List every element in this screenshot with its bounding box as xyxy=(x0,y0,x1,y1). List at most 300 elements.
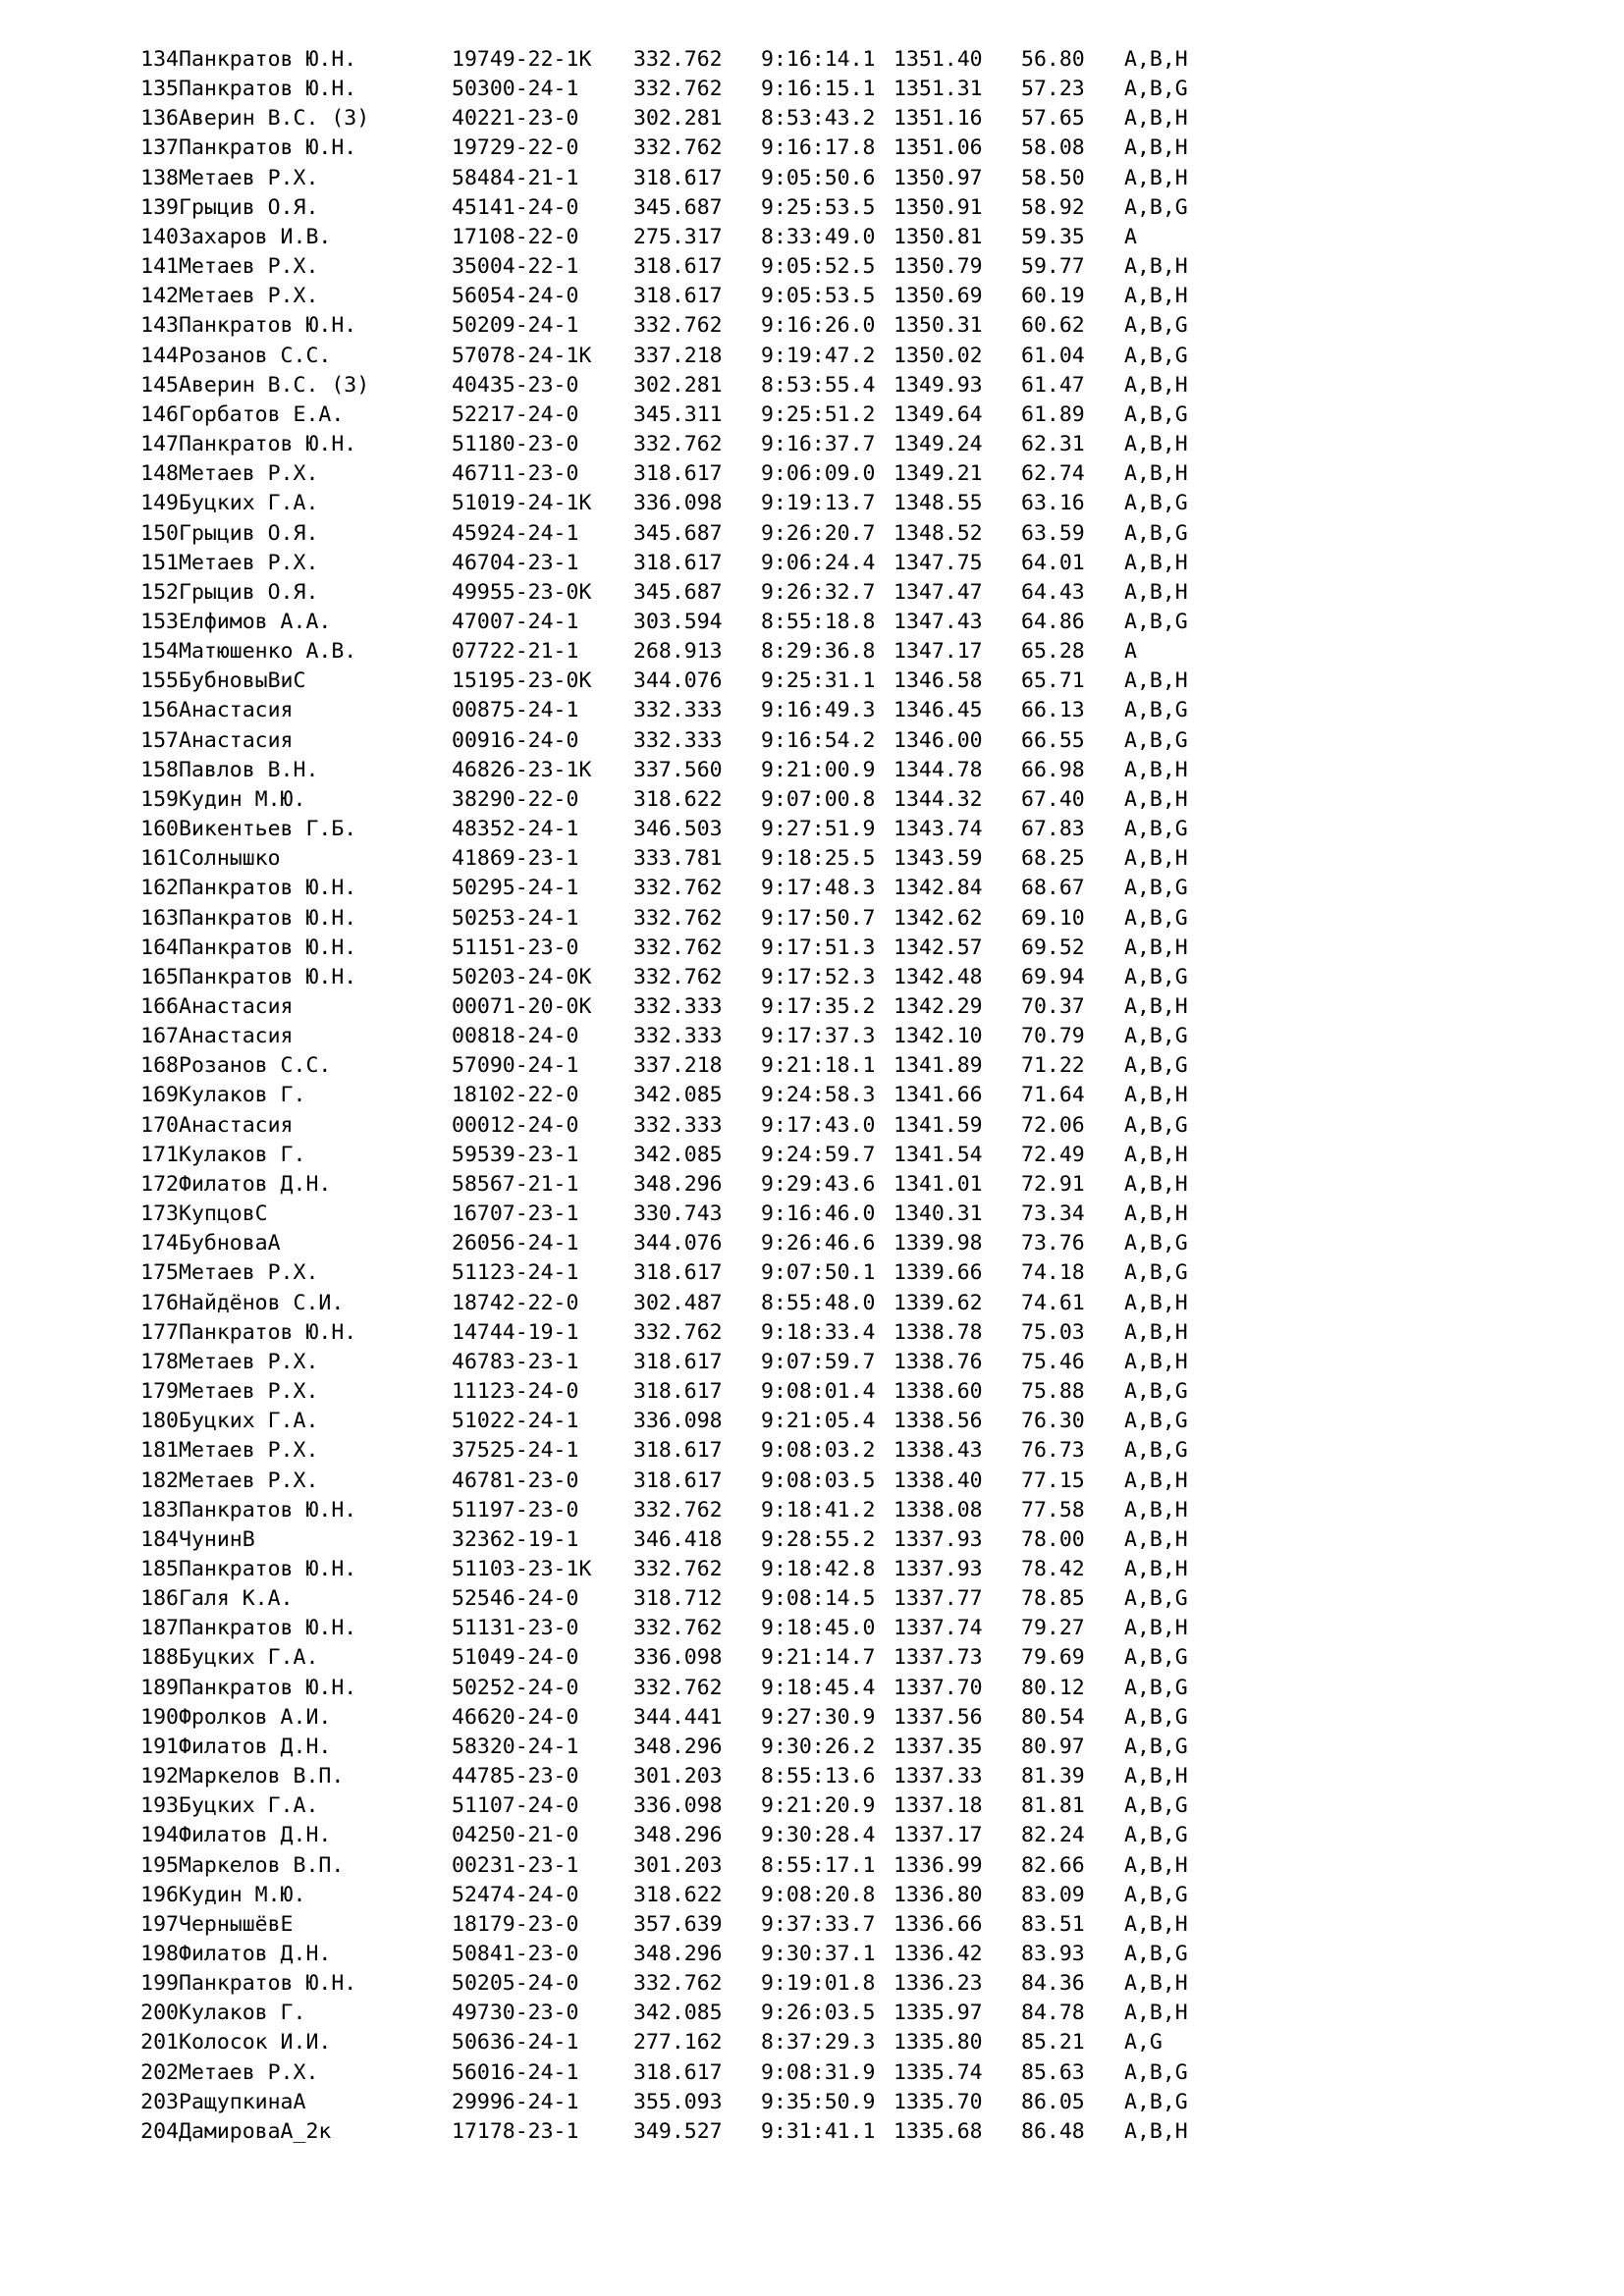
table-row xyxy=(130,519,1232,549)
cell-code: 15195-23-0К xyxy=(452,668,592,694)
cell-flags: А,В,G xyxy=(1124,77,1188,102)
cell-value1: 336.098 xyxy=(633,491,723,516)
cell-code: 46704-23-1 xyxy=(452,550,579,575)
table-row xyxy=(130,1022,1232,1051)
cell-code: 51151-23-0 xyxy=(452,934,579,960)
cell-value3: 58.92 xyxy=(1021,194,1085,220)
cell-value2: 1340.31 xyxy=(893,1201,983,1227)
table-row xyxy=(130,1467,1232,1496)
cell-value1: 318.617 xyxy=(633,550,723,575)
cell-name: ЧернышёвЕ xyxy=(179,1911,294,1937)
cell-flags: А,В,Н xyxy=(1124,1083,1188,1108)
cell-value2: 1337.35 xyxy=(893,1734,983,1759)
cell-time: 9:30:28.4 xyxy=(761,1823,876,1848)
cell-rank: 162 xyxy=(140,876,179,901)
cell-value1: 357.639 xyxy=(633,1911,723,1937)
cell-code: 50841-23-0 xyxy=(452,1942,579,1966)
cell-rank: 177 xyxy=(140,1319,179,1345)
cell-value1: 277.162 xyxy=(633,2030,723,2056)
cell-flags: А,В,Н xyxy=(1124,1201,1188,1227)
cell-value1: 344.076 xyxy=(633,1231,723,1256)
cell-time: 8:37:29.3 xyxy=(761,2030,876,2056)
cell-flags: А,В,Н xyxy=(1124,934,1188,960)
cell-flags: А,В,G xyxy=(1124,1053,1188,1079)
cell-time: 9:17:43.0 xyxy=(761,1112,876,1138)
cell-code: 37525-24-1 xyxy=(452,1438,579,1464)
table-row xyxy=(130,252,1232,282)
cell-time: 9:18:45.0 xyxy=(761,1616,876,1641)
cell-value1: 332.762 xyxy=(633,1319,723,1345)
cell-name: Грыцив О.Я. xyxy=(179,579,319,605)
cell-rank: 199 xyxy=(140,1971,179,1997)
cell-rank: 184 xyxy=(140,1526,179,1552)
cell-value3: 69.52 xyxy=(1021,934,1085,960)
cell-code: 44785-23-0 xyxy=(452,1764,579,1789)
cell-value1: 318.617 xyxy=(633,254,723,280)
table-row xyxy=(130,1081,1232,1110)
cell-value2: 1337.77 xyxy=(893,1586,983,1612)
cell-name: Горбатов Е.А. xyxy=(179,401,345,427)
cell-value2: 1337.93 xyxy=(893,1526,983,1552)
cell-code: 50295-24-1 xyxy=(452,876,579,901)
cell-rank: 175 xyxy=(140,1260,179,1286)
cell-flags: А,В,Н xyxy=(1124,1171,1188,1197)
cell-value2: 1349.93 xyxy=(893,372,983,398)
cell-name: Розанов С.С. xyxy=(179,1053,332,1079)
cell-flags: А,В,Н xyxy=(1124,1556,1188,1581)
cell-flags: А,В,Н xyxy=(1124,254,1188,280)
cell-value3: 82.66 xyxy=(1021,1852,1085,1878)
cell-code: 57078-24-1К xyxy=(452,343,592,368)
cell-value3: 59.35 xyxy=(1021,224,1085,249)
cell-value2: 1351.06 xyxy=(893,135,983,161)
cell-value1: 332.762 xyxy=(633,1616,723,1641)
cell-time: 9:16:14.1 xyxy=(761,47,876,72)
cell-value2: 1337.74 xyxy=(893,1616,983,1641)
cell-time: 9:16:46.0 xyxy=(761,1201,876,1227)
table-row xyxy=(130,400,1232,430)
table-row xyxy=(130,1969,1232,1999)
cell-time: 9:17:50.7 xyxy=(761,905,876,931)
cell-code: 04250-21-0 xyxy=(452,1823,579,1848)
cell-rank: 137 xyxy=(140,135,179,161)
cell-code: 11123-24-0 xyxy=(452,1379,579,1405)
cell-name: Кудин М.Ю. xyxy=(179,1882,306,1907)
cell-name: Панкратов Ю.Н. xyxy=(179,964,357,989)
cell-rank: 198 xyxy=(140,1942,179,1966)
cell-value2: 1335.74 xyxy=(893,2059,983,2085)
cell-time: 9:26:32.7 xyxy=(761,579,876,605)
cell-name: Панкратов Ю.Н. xyxy=(179,1675,357,1700)
cell-value2: 1341.54 xyxy=(893,1142,983,1167)
cell-value2: 1337.70 xyxy=(893,1675,983,1700)
cell-time: 9:21:14.7 xyxy=(761,1645,876,1671)
cell-flags: А,В,G xyxy=(1124,1793,1188,1819)
cell-time: 9:26:03.5 xyxy=(761,2001,876,2026)
cell-name: Панкратов Ю.Н. xyxy=(179,47,357,72)
cell-rank: 139 xyxy=(140,194,179,220)
cell-value1: 332.762 xyxy=(633,1971,723,1997)
cell-value3: 74.61 xyxy=(1021,1290,1085,1315)
cell-flags: А,В,Н xyxy=(1124,47,1188,72)
cell-value2: 1338.60 xyxy=(893,1379,983,1405)
cell-rank: 203 xyxy=(140,2089,179,2114)
cell-value2: 1342.48 xyxy=(893,964,983,989)
cell-time: 9:19:01.8 xyxy=(761,1971,876,1997)
table-row xyxy=(130,282,1232,311)
cell-value2: 1338.78 xyxy=(893,1319,983,1345)
cell-name: Галя К.А. xyxy=(179,1586,294,1612)
table-row xyxy=(130,2088,1232,2117)
cell-code: 00231-23-1 xyxy=(452,1852,579,1878)
cell-code: 58484-21-1 xyxy=(452,165,579,190)
table-row xyxy=(130,963,1232,992)
cell-value1: 318.617 xyxy=(633,165,723,190)
cell-flags: А,В,G xyxy=(1124,905,1188,931)
cell-name: Панкратов Ю.Н. xyxy=(179,135,357,161)
cell-flags: А,В,G xyxy=(1124,1260,1188,1286)
cell-value3: 68.25 xyxy=(1021,846,1085,872)
cell-name: Розанов С.С. xyxy=(179,343,332,368)
table-row xyxy=(130,1407,1232,1436)
cell-rank: 154 xyxy=(140,639,179,665)
cell-value1: 346.418 xyxy=(633,1526,723,1552)
cell-rank: 142 xyxy=(140,284,179,309)
cell-name: Метаев Р.Х. xyxy=(179,1468,319,1493)
table-row xyxy=(130,371,1232,400)
cell-value1: 318.617 xyxy=(633,461,723,487)
cell-name: Буцких Г.А. xyxy=(179,1793,319,1819)
cell-value1: 332.333 xyxy=(633,1024,723,1049)
cell-value2: 1349.21 xyxy=(893,461,983,487)
cell-value3: 72.49 xyxy=(1021,1142,1085,1167)
cell-rank: 147 xyxy=(140,432,179,457)
cell-flags: А xyxy=(1124,224,1137,249)
cell-value3: 80.54 xyxy=(1021,1704,1085,1730)
cell-name: Викентьев Г.Б. xyxy=(179,817,357,842)
cell-code: 26056-24-1 xyxy=(452,1231,579,1256)
cell-value1: 342.085 xyxy=(633,2001,723,2026)
cell-name: Панкратов Ю.Н. xyxy=(179,313,357,339)
cell-time: 8:55:13.6 xyxy=(761,1764,876,1789)
cell-value2: 1350.81 xyxy=(893,224,983,249)
cell-name: Анастасия xyxy=(179,1024,294,1049)
cell-flags: А,В,Н xyxy=(1124,1616,1188,1641)
cell-value3: 85.21 xyxy=(1021,2030,1085,2056)
cell-value3: 79.69 xyxy=(1021,1645,1085,1671)
cell-flags: А,В,G xyxy=(1124,1231,1188,1256)
cell-flags: А,В,G xyxy=(1124,1112,1188,1138)
cell-name: Панкратов Ю.Н. xyxy=(179,1556,357,1581)
cell-code: 35004-22-1 xyxy=(452,254,579,280)
cell-value1: 349.527 xyxy=(633,2118,723,2144)
cell-value2: 1342.57 xyxy=(893,934,983,960)
cell-flags: А,В,G xyxy=(1124,1675,1188,1700)
cell-value3: 62.31 xyxy=(1021,432,1085,457)
cell-flags: А,В,Н xyxy=(1124,372,1188,398)
cell-rank: 141 xyxy=(140,254,179,280)
cell-value3: 73.34 xyxy=(1021,1201,1085,1227)
cell-value3: 61.47 xyxy=(1021,372,1085,398)
cell-code: 52217-24-0 xyxy=(452,401,579,427)
cell-rank: 178 xyxy=(140,1349,179,1374)
cell-rank: 170 xyxy=(140,1112,179,1138)
cell-value2: 1336.23 xyxy=(893,1971,983,1997)
cell-rank: 150 xyxy=(140,520,179,546)
cell-flags: А,В,Н xyxy=(1124,2001,1188,2026)
cell-time: 9:17:35.2 xyxy=(761,994,876,1019)
cell-value1: 318.617 xyxy=(633,1349,723,1374)
table-row xyxy=(130,2117,1232,2147)
cell-value3: 65.28 xyxy=(1021,639,1085,665)
table-row xyxy=(130,1229,1232,1258)
cell-flags: А,В,Н xyxy=(1124,994,1188,1019)
cell-value2: 1338.40 xyxy=(893,1468,983,1493)
cell-value3: 77.58 xyxy=(1021,1497,1085,1522)
cell-rank: 173 xyxy=(140,1201,179,1227)
cell-value3: 57.65 xyxy=(1021,106,1085,132)
cell-value2: 1349.64 xyxy=(893,401,983,427)
cell-rank: 144 xyxy=(140,343,179,368)
cell-value2: 1338.43 xyxy=(893,1438,983,1464)
cell-rank: 180 xyxy=(140,1409,179,1434)
cell-name: Елфимов А.А. xyxy=(179,609,332,634)
table-row xyxy=(130,934,1232,963)
cell-rank: 187 xyxy=(140,1616,179,1641)
cell-flags: А,В,G xyxy=(1124,698,1188,723)
cell-flags: А,В,G xyxy=(1124,2089,1188,2114)
cell-flags: А,В,Н xyxy=(1124,135,1188,161)
cell-name: Солнышко xyxy=(179,846,281,872)
cell-flags: А,В,G xyxy=(1124,1645,1188,1671)
cell-value1: 302.487 xyxy=(633,1290,723,1315)
cell-name: Грыцив О.Я. xyxy=(179,194,319,220)
cell-name: КупцовС xyxy=(179,1201,268,1227)
cell-flags: А,В,Н xyxy=(1124,1497,1188,1522)
table-row xyxy=(130,815,1232,844)
table-row xyxy=(130,1762,1232,1791)
cell-value3: 70.37 xyxy=(1021,994,1085,1019)
cell-value3: 86.05 xyxy=(1021,2089,1085,2114)
cell-time: 8:53:43.2 xyxy=(761,106,876,132)
table-row xyxy=(130,1940,1232,1969)
table-row xyxy=(130,1496,1232,1525)
cell-name: Анастасия xyxy=(179,698,294,723)
table-row xyxy=(130,756,1232,785)
cell-value1: 342.085 xyxy=(633,1083,723,1108)
cell-value1: 301.203 xyxy=(633,1852,723,1878)
cell-value1: 332.762 xyxy=(633,135,723,161)
cell-code: 47007-24-1 xyxy=(452,609,579,634)
cell-code: 46781-23-0 xyxy=(452,1468,579,1493)
cell-rank: 140 xyxy=(140,224,179,249)
cell-rank: 189 xyxy=(140,1675,179,1700)
cell-flags: А,В,G xyxy=(1124,727,1188,753)
table-row xyxy=(130,992,1232,1022)
cell-time: 9:16:26.0 xyxy=(761,313,876,339)
cell-rank: 201 xyxy=(140,2030,179,2056)
cell-value1: 344.441 xyxy=(633,1704,723,1730)
table-row xyxy=(130,578,1232,608)
cell-flags: А,В,Н xyxy=(1124,1971,1188,1997)
cell-code: 52546-24-0 xyxy=(452,1586,579,1612)
cell-value2: 1335.70 xyxy=(893,2089,983,2114)
cell-name: Анастасия xyxy=(179,727,294,753)
cell-time: 9:07:50.1 xyxy=(761,1260,876,1286)
cell-code: 29996-24-1 xyxy=(452,2089,579,2114)
table-row xyxy=(130,1999,1232,2028)
cell-value1: 318.622 xyxy=(633,786,723,812)
cell-flags: А,В,G xyxy=(1124,1882,1188,1907)
table-row xyxy=(130,637,1232,667)
cell-name: БубновыВиС xyxy=(179,668,306,694)
cell-value2: 1346.00 xyxy=(893,727,983,753)
cell-flags: А,В,G xyxy=(1124,1379,1188,1405)
cell-rank: 186 xyxy=(140,1586,179,1612)
table-row xyxy=(130,430,1232,459)
cell-name: Найдёнов С.И. xyxy=(179,1290,345,1315)
cell-time: 8:55:48.0 xyxy=(761,1290,876,1315)
cell-time: 9:18:45.4 xyxy=(761,1675,876,1700)
table-row xyxy=(130,164,1232,193)
cell-name: Филатов Д.Н. xyxy=(179,1942,332,1966)
cell-value2: 1335.97 xyxy=(893,2001,983,2026)
cell-value2: 1339.66 xyxy=(893,1260,983,1286)
cell-name: Панкратов Ю.Н. xyxy=(179,1971,357,1997)
cell-code: 38290-22-0 xyxy=(452,786,579,812)
table-row xyxy=(130,844,1232,874)
cell-name: Павлов В.Н. xyxy=(179,757,319,782)
cell-code: 45141-24-0 xyxy=(452,194,579,220)
cell-flags: А,В,Н xyxy=(1124,1290,1188,1315)
cell-code: 58320-24-1 xyxy=(452,1734,579,1759)
cell-value1: 330.743 xyxy=(633,1201,723,1227)
cell-code: 56016-24-1 xyxy=(452,2059,579,2085)
cell-rank: 188 xyxy=(140,1645,179,1671)
cell-value1: 332.762 xyxy=(633,905,723,931)
table-row xyxy=(130,785,1232,815)
cell-time: 9:21:18.1 xyxy=(761,1053,876,1079)
cell-value1: 355.093 xyxy=(633,2089,723,2114)
table-row xyxy=(130,1584,1232,1614)
cell-flags: А,В,G xyxy=(1124,313,1188,339)
cell-value3: 63.59 xyxy=(1021,520,1085,546)
table-row xyxy=(130,311,1232,341)
cell-flags: А,В,G xyxy=(1124,343,1188,368)
cell-value3: 81.39 xyxy=(1021,1764,1085,1789)
cell-rank: 164 xyxy=(140,934,179,960)
cell-value2: 1336.42 xyxy=(893,1942,983,1966)
cell-value3: 79.27 xyxy=(1021,1616,1085,1641)
cell-code: 18102-22-0 xyxy=(452,1083,579,1108)
cell-time: 9:21:20.9 xyxy=(761,1793,876,1819)
cell-code: 00012-24-0 xyxy=(452,1112,579,1138)
cell-flags: А,В,Н xyxy=(1124,1911,1188,1937)
cell-rank: 165 xyxy=(140,964,179,989)
cell-time: 9:25:31.1 xyxy=(761,668,876,694)
cell-rank: 190 xyxy=(140,1704,179,1730)
cell-value1: 318.617 xyxy=(633,284,723,309)
cell-value3: 57.23 xyxy=(1021,77,1085,102)
cell-rank: 179 xyxy=(140,1379,179,1405)
cell-value3: 75.46 xyxy=(1021,1349,1085,1374)
cell-value3: 81.81 xyxy=(1021,1793,1085,1819)
cell-value3: 62.74 xyxy=(1021,461,1085,487)
cell-code: 40221-23-0 xyxy=(452,106,579,132)
cell-value3: 61.89 xyxy=(1021,401,1085,427)
cell-time: 9:16:37.7 xyxy=(761,432,876,457)
cell-code: 58567-21-1 xyxy=(452,1171,579,1197)
cell-value1: 318.712 xyxy=(633,1586,723,1612)
cell-name: Метаев Р.Х. xyxy=(179,1260,319,1286)
cell-time: 9:26:20.7 xyxy=(761,520,876,546)
cell-flags: А,В,Н xyxy=(1124,165,1188,190)
cell-value3: 58.08 xyxy=(1021,135,1085,161)
cell-rank: 183 xyxy=(140,1497,179,1522)
cell-value2: 1348.55 xyxy=(893,491,983,516)
cell-value2: 1350.91 xyxy=(893,194,983,220)
cell-value1: 332.762 xyxy=(633,313,723,339)
cell-flags: А,В,G xyxy=(1124,1586,1188,1612)
table-row xyxy=(130,1791,1232,1821)
cell-value1: 303.594 xyxy=(633,609,723,634)
cell-value2: 1350.02 xyxy=(893,343,983,368)
cell-code: 51131-23-0 xyxy=(452,1616,579,1641)
cell-value1: 348.296 xyxy=(633,1823,723,1848)
cell-code: 00875-24-1 xyxy=(452,698,579,723)
cell-time: 9:37:33.7 xyxy=(761,1911,876,1937)
cell-flags: А,В,G xyxy=(1124,964,1188,989)
cell-value3: 82.24 xyxy=(1021,1823,1085,1848)
cell-name: Панкратов Ю.Н. xyxy=(179,1319,357,1345)
cell-flags: А,В,Н xyxy=(1124,579,1188,605)
cell-code: 49730-23-0 xyxy=(452,2001,579,2026)
table-row xyxy=(130,2028,1232,2057)
cell-value1: 318.617 xyxy=(633,2059,723,2085)
table-row xyxy=(130,459,1232,489)
cell-flags: А,В,G xyxy=(1124,876,1188,901)
cell-value1: 318.617 xyxy=(633,1379,723,1405)
cell-flags: А,В,G xyxy=(1124,2059,1188,2085)
cell-value3: 78.00 xyxy=(1021,1526,1085,1552)
cell-name: Метаев Р.Х. xyxy=(179,461,319,487)
cell-code: 18179-23-0 xyxy=(452,1911,579,1937)
cell-rank: 196 xyxy=(140,1882,179,1907)
cell-time: 9:07:59.7 xyxy=(761,1349,876,1374)
cell-value3: 70.79 xyxy=(1021,1024,1085,1049)
cell-value1: 332.762 xyxy=(633,77,723,102)
cell-flags: А,В,G xyxy=(1124,1823,1188,1848)
cell-name: Захаров И.В. xyxy=(179,224,332,249)
cell-time: 9:21:05.4 xyxy=(761,1409,876,1434)
cell-value1: 332.762 xyxy=(633,1675,723,1700)
cell-value2: 1339.62 xyxy=(893,1290,983,1315)
table-row xyxy=(130,1851,1232,1881)
cell-rank: 168 xyxy=(140,1053,179,1079)
cell-time: 9:30:26.2 xyxy=(761,1734,876,1759)
cell-flags: А,В,Н xyxy=(1124,668,1188,694)
cell-value2: 1337.17 xyxy=(893,1823,983,1848)
cell-value1: 342.085 xyxy=(633,1142,723,1167)
cell-time: 9:28:55.2 xyxy=(761,1526,876,1552)
table-row xyxy=(130,1703,1232,1733)
cell-name: БубноваА xyxy=(179,1231,281,1256)
table-row xyxy=(130,1910,1232,1940)
cell-rank: 148 xyxy=(140,461,179,487)
cell-rank: 176 xyxy=(140,1290,179,1315)
cell-rank: 200 xyxy=(140,2001,179,2026)
cell-time: 9:08:01.4 xyxy=(761,1379,876,1405)
